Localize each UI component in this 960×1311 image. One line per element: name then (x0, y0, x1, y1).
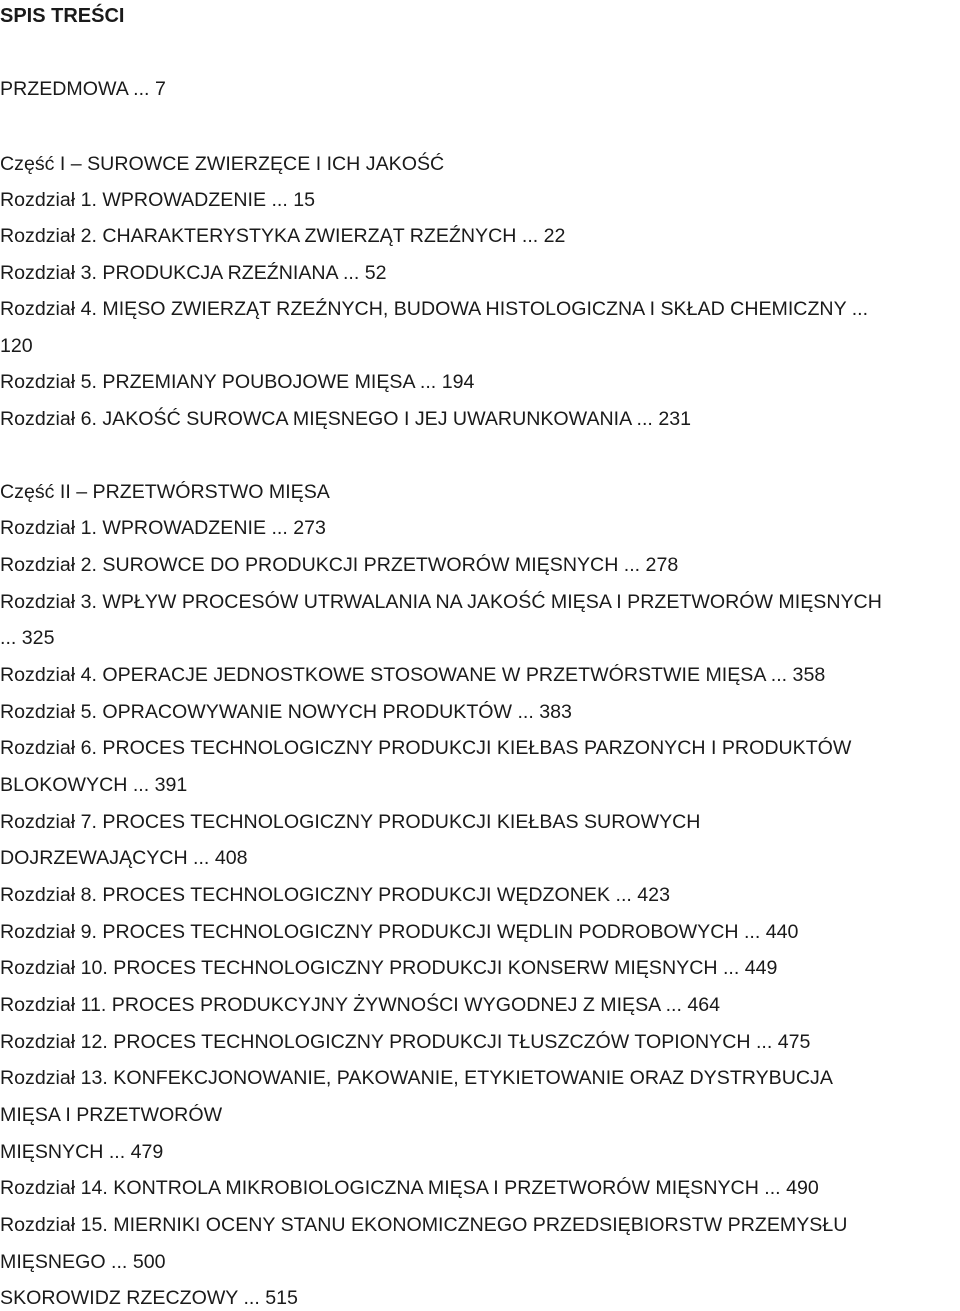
toc-line: Rozdział 4. MIĘSO ZWIERZĄT RZEŹNYCH, BUDOWA HISTOLOGICZNA I SKŁAD CHEMICZNY ... (0, 298, 869, 320)
toc-line: Rozdział 5. PRZEMIANY POUBOJOWE MIĘSA ... 194 (0, 371, 475, 393)
toc-line: Rozdział 3. WPŁYW PROCESÓW UTRWALANIA NA JAKOŚĆ MIĘSA I PRZETWORÓW MIĘSNYCH (0, 591, 882, 613)
toc-line-continuation: ... 325 (0, 627, 55, 649)
part-1-heading: Część I – SUROWCE ZWIERZĘCE I ICH JAKOŚĆ (0, 153, 445, 175)
toc-line: Rozdział 1. WPROWADZENIE ... 273 (0, 517, 326, 539)
part-2-heading: Część II – PRZETWÓRSTWO MIĘSA (0, 481, 330, 503)
toc-preface: PRZEDMOWA ... 7 (0, 78, 166, 100)
toc-index: SKOROWIDZ RZECZOWY ... 515 (0, 1287, 298, 1309)
toc-line-continuation: MIĘSNEGO ... 500 (0, 1251, 166, 1273)
toc-line-continuation: DOJRZEWAJĄCYCH ... 408 (0, 847, 248, 869)
toc-line: Rozdział 10. PROCES TECHNOLOGICZNY PRODUKCJI KONSERW MIĘSNYCH ... 449 (0, 957, 778, 979)
toc-line: Rozdział 8. PROCES TECHNOLOGICZNY PRODUKCJI WĘDZONEK ... 423 (0, 884, 670, 906)
toc-line-continuation: BLOKOWYCH ... 391 (0, 774, 188, 796)
toc-line-continuation: MIĘSA I PRZETWORÓW (0, 1104, 223, 1126)
page-title: SPIS TREŚCI (0, 5, 125, 27)
toc-line: Rozdział 13. KONFEKCJONOWANIE, PAKOWANIE, ETYKIETOWANIE ORAZ DYSTRYBUCJA (0, 1067, 833, 1089)
toc-line: Rozdział 2. SUROWCE DO PRODUKCJI PRZETWORÓW MIĘSNYCH ... 278 (0, 554, 679, 576)
toc-line: Rozdział 5. OPRACOWYWANIE NOWYCH PRODUKTÓW ... 383 (0, 701, 572, 723)
toc-line: Rozdział 6. JAKOŚĆ SUROWCA MIĘSNEGO I JEJ UWARUNKOWANIA ... 231 (0, 408, 692, 430)
toc-line: Rozdział 6. PROCES TECHNOLOGICZNY PRODUKCJI KIEŁBAS PARZONYCH I PRODUKTÓW (0, 737, 852, 759)
toc-line-continuation: 120 (0, 335, 33, 357)
toc-line: Rozdział 14. KONTROLA MIKROBIOLOGICZNA MIĘSA I PRZETWORÓW MIĘSNYCH ... 490 (0, 1177, 819, 1199)
toc-line: Rozdział 4. OPERACJE JEDNOSTKOWE STOSOWANE W PRZETWÓRSTWIE MIĘSA ... 358 (0, 664, 826, 686)
toc-line: Rozdział 9. PROCES TECHNOLOGICZNY PRODUKCJI WĘDLIN PODROBOWYCH ... 440 (0, 921, 799, 943)
toc-line: Rozdział 7. PROCES TECHNOLOGICZNY PRODUKCJI KIEŁBAS SUROWYCH (0, 811, 701, 833)
toc-line: Rozdział 2. CHARAKTERYSTYKA ZWIERZĄT RZEŹNYCH ... 22 (0, 225, 566, 247)
toc-line: Rozdział 12. PROCES TECHNOLOGICZNY PRODUKCJI TŁUSZCZÓW TOPIONYCH ... 475 (0, 1031, 811, 1053)
toc-line: Rozdział 15. MIERNIKI OCENY STANU EKONOMICZNEGO PRZEDSIĘBIORSTW PRZEMYSŁU (0, 1214, 848, 1236)
toc-line-continuation: MIĘSNYCH ... 479 (0, 1141, 164, 1163)
toc-line: Rozdział 3. PRODUKCJA RZEŹNIANA ... 52 (0, 262, 387, 284)
toc-line: Rozdział 11. PROCES PRODUKCYJNY ŻYWNOŚCI WYGODNEJ Z MIĘSA ... 464 (0, 994, 721, 1016)
toc-line: Rozdział 1. WPROWADZENIE ... 15 (0, 189, 316, 211)
